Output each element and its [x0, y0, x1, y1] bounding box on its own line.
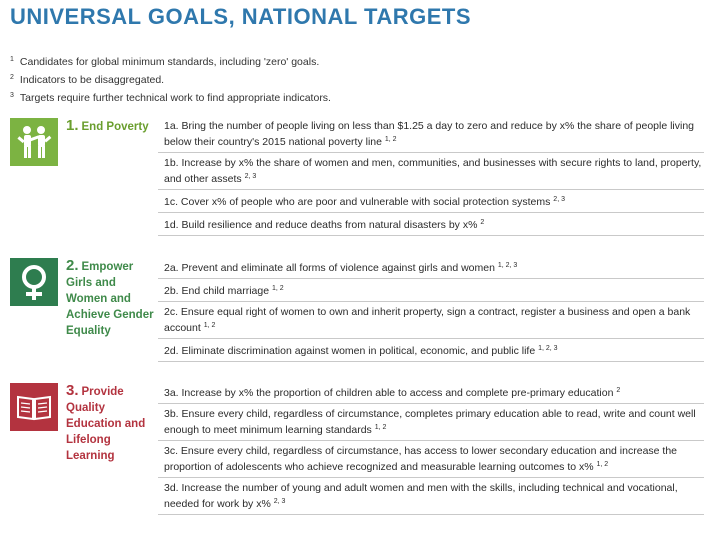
target-item: 2b. End child marriage $^{1, 2}$: [158, 279, 704, 302]
target-item: 3d. Increase the number of young and adult women and men with the skills, including technical and vocational, needed for work by x% $^{2, 3}$: [158, 478, 704, 515]
target-item: 1a. Bring the number of people living on less than $1.25 a day to zero and reduce by x% the share of people living below their country's 2015 national poverty line $^{1, 2}$: [158, 116, 704, 153]
target-item: 1d. Build resilience and reduce deaths from natural disasters by x% $^2$: [158, 213, 704, 236]
goal-label: 1. End Poverty: [66, 117, 149, 134]
footnotes: [10, 52, 331, 106]
footnote: $^3$ Targets require further technical work to find appropriate indicators.: [10, 92, 331, 104]
target-item: 3b. Ensure every child, regardless of circumstance, completes primary education able to read, write and count well enough to meet minimum learning standards $^{1, 2}$: [158, 404, 704, 441]
target-item: 3a. Increase by x% the proportion of children able to access and complete pre-primary education $^2$: [158, 381, 704, 404]
target-item: 1b. Increase by x% the share of women and men, communities, and businesses with secure rights to land, property, and other assets $^{2, 3}$: [158, 153, 704, 190]
page-title: UNIVERSAL GOALS, NATIONAL TARGETS: [10, 4, 472, 29]
target-list: [158, 381, 704, 515]
footnote: $^1$ Candidates for global minimum standards, including 'zero' goals.: [10, 56, 320, 68]
target-item: 2a. Prevent and eliminate all forms of violence against girls and women $^{1, 2, 3}$: [158, 256, 704, 279]
target-list: [158, 256, 704, 362]
target-item: 3c. Ensure every child, regardless of circumstance, has access to lower secondary education and increase the proportion of adolescents who achieve recognized and measurable learning outcomes to x% $^{1, 2}$: [158, 441, 704, 478]
target-item: 2c. Ensure equal right of women to own and inherit property, sign a contract, register a business and open a bank account $^{1, 2}$: [158, 302, 704, 339]
goal-label: 3. Provide Quality Education and Lifelong Learning: [66, 382, 146, 462]
target-item: 2d. Eliminate discrimination against women in political, economic, and public life $^{1, 2, 3}$: [158, 339, 704, 362]
target-list: [158, 116, 704, 236]
target-item: 1c. Cover x% of people who are poor and vulnerable with social protection systems $^{2, 3}$: [158, 190, 704, 213]
female-symbol-icon: [10, 258, 58, 306]
people-icon: [10, 118, 58, 166]
book-icon: [10, 383, 58, 431]
goal-label: 2. Empower Girls and Women and Achieve Gender Equality: [66, 257, 154, 337]
footnote: $^2$ Indicators to be disaggregated.: [10, 74, 165, 86]
